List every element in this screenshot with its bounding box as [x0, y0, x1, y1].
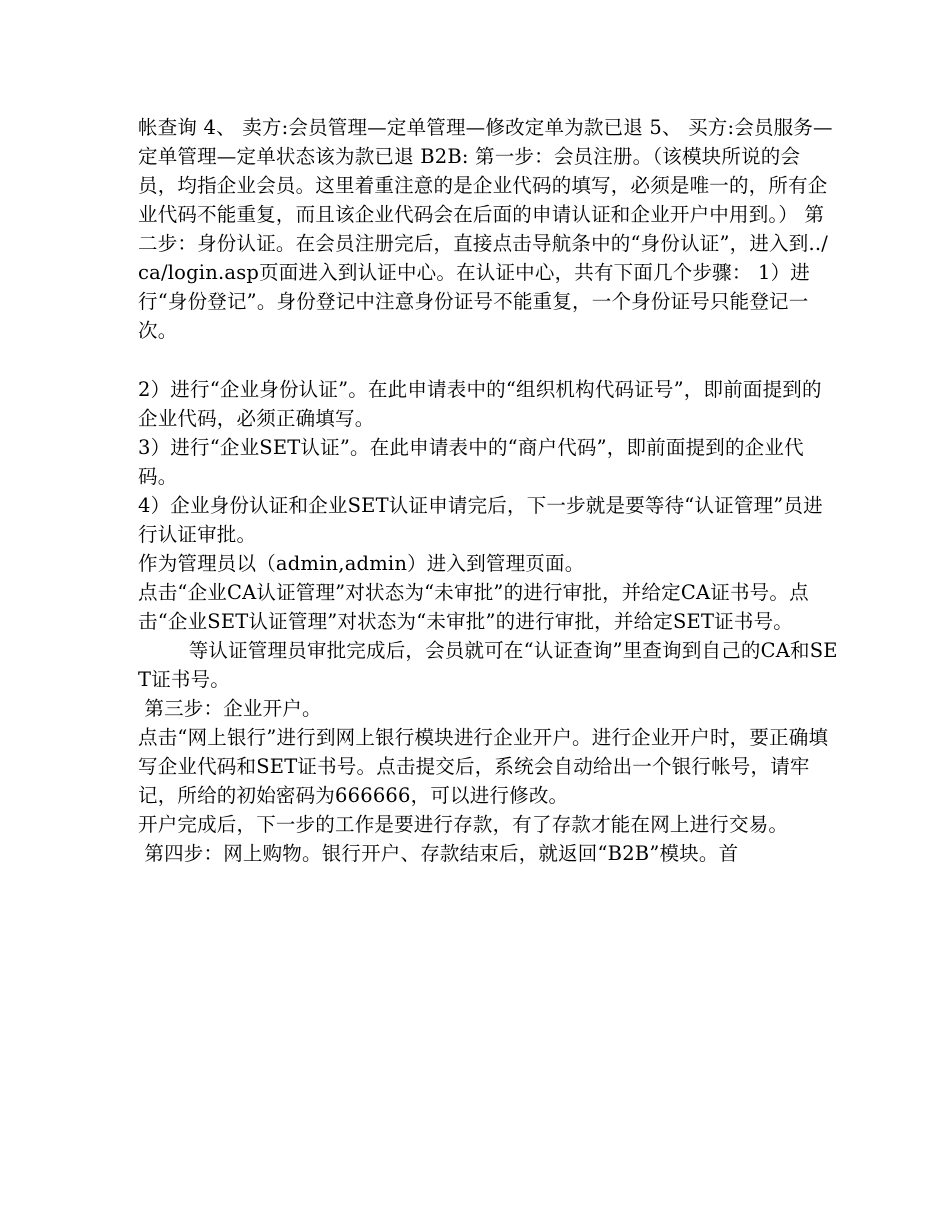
paragraph-gap	[138, 345, 838, 375]
paragraph-step-3-body: 点击“网上银行”进行到网上银行模块进行企业开户。进行企业开户时，要正确填写企业代码和SET证书号。点击提交后，系统会自动给出一个银行帐号，请牢记，所给的初始密码为666666，可以进行修改。	[138, 726, 829, 807]
paragraph-intro: 帐查询 4、 卖方:会员管理—定单管理—修改定单为款已退 5、 买方:会员服务—定单管理—定单状态该为款已退 B2B: 第一步：会员注册。（该模块所说的会员，均指企业会员。这里着重注意的是企业代码的填写，必须是唯一的，所有企业代码不能重复，而且该企业代码会在后面的申请认证和企业开户中用到。） 第二步：身份认证。在会员注册完后，直接点击导航条中的“身份认证”，进入到../ca/login.asp页面进入到认证中心。在认证中心，共有下面几个步骤： 1）进行“身份登记”。身份登记中注意身份证号不能重复，一个身份证号只能登记一次。	[138, 116, 833, 342]
paragraph-query-cert: 等认证管理员审批完成后，会员就可在“认证查询”里查询到自己的CA和SET证书号。	[138, 639, 838, 691]
paragraph-admin-login: 作为管理员以（admin,admin）进入到管理页面。	[138, 552, 585, 575]
paragraph-step-2-1: 2）进行“企业身份认证”。在此申请表中的“组织机构代码证号”，即前面提到的企业代码，必须正确填写。	[138, 378, 822, 430]
paragraph-step-3-title: 第三步：企业开户。	[138, 697, 322, 720]
paragraph-step-4: 第四步：网上购物。银行开户、存款结束后，就返回“B2B”模块。首	[138, 842, 739, 865]
paragraph-step-2-3: 4）企业身份认证和企业SET认证申请完后，下一步就是要等待“认证管理”员进行认证审批。	[138, 494, 823, 546]
paragraph-admin-approve: 点击“企业CA认证管理”对状态为“未审批”的进行审批，并给定CA证书号。点击“企业SET认证管理”对状态为“未审批”的进行审批，并给定SET证书号。	[138, 581, 809, 633]
paragraph-step-2-2: 3）进行“企业SET认证”。在此申请表中的“商户代码”，即前面提到的企业代码。	[138, 436, 804, 488]
paragraph-deposit: 开户完成后，下一步的工作是要进行存款，有了存款才能在网上进行交易。	[138, 813, 789, 836]
document-page	[138, 113, 838, 868]
